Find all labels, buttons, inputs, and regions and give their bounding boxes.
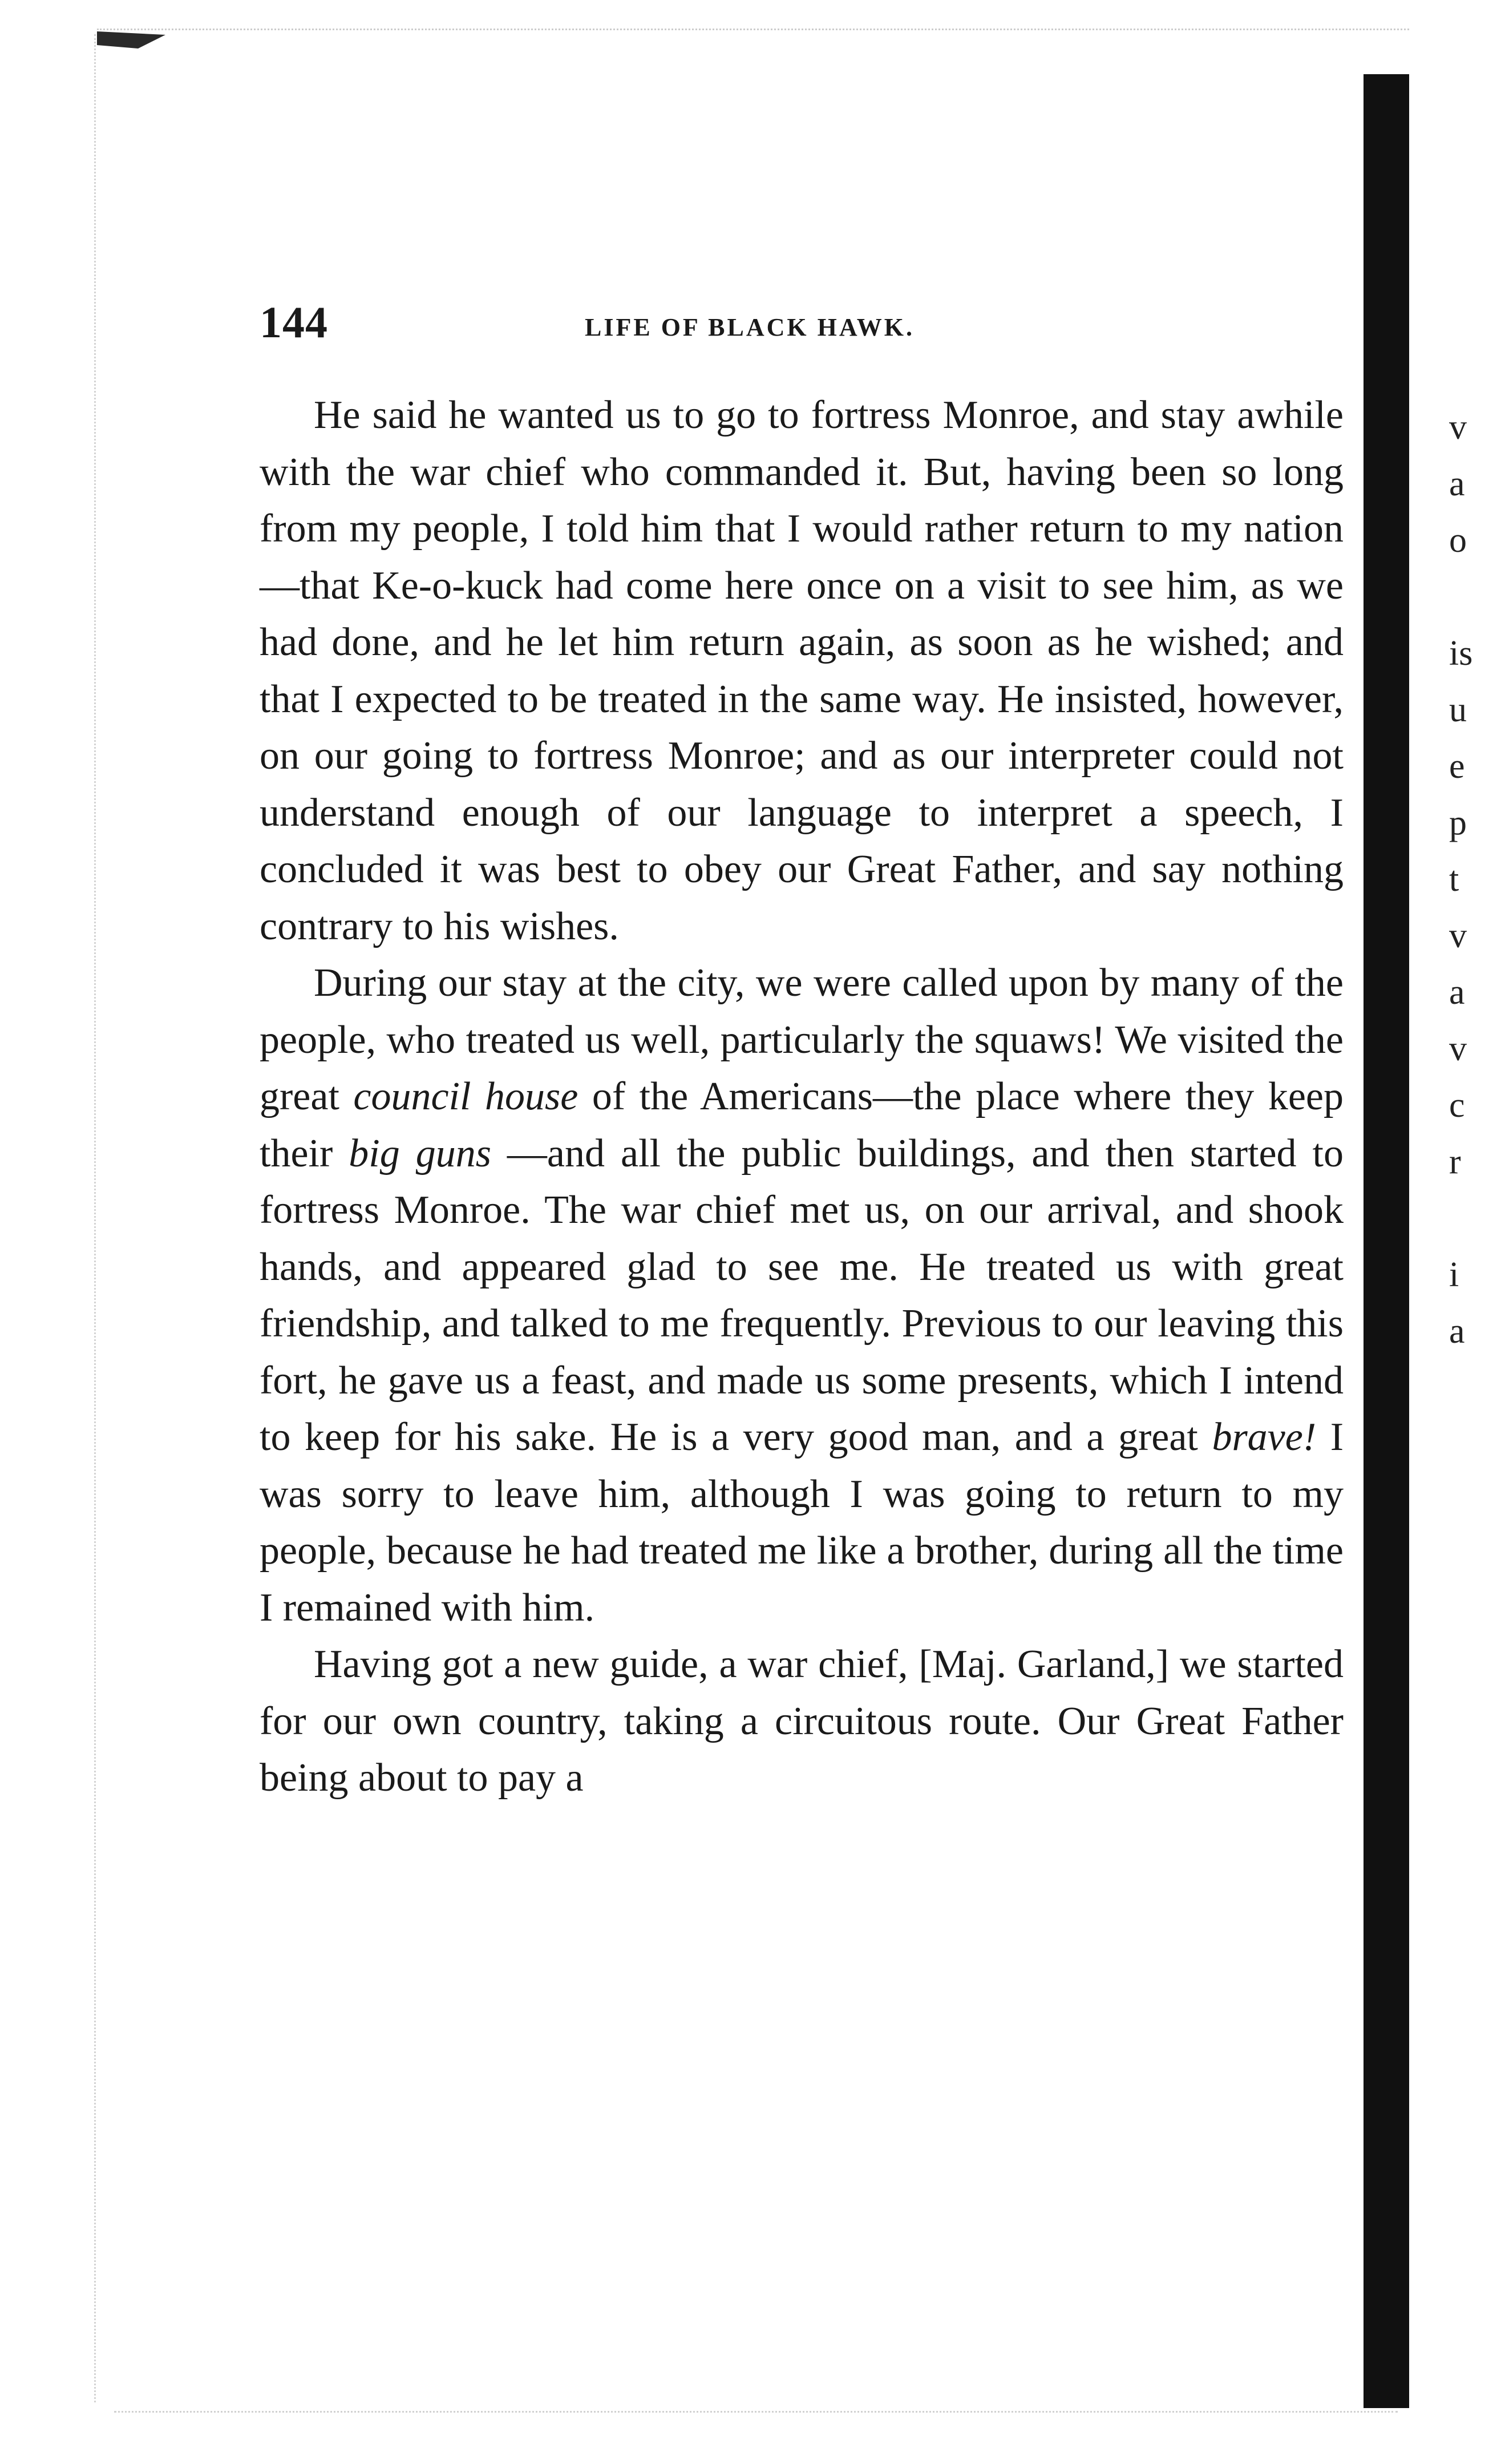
facing-page-fragment	[1449, 1190, 1495, 1247]
facing-page-edge	[1449, 399, 1495, 1427]
facing-page-fragment: v	[1449, 408, 1467, 447]
facing-page-fragment: is	[1449, 634, 1473, 673]
facing-page-fragment: e	[1449, 747, 1465, 786]
facing-page-fragment: c	[1449, 1086, 1465, 1125]
facing-page-fragment: v	[1449, 916, 1467, 955]
facing-page-fragment: a	[1449, 1312, 1465, 1351]
page-header	[260, 297, 1344, 354]
italic-text: council house	[353, 1075, 578, 1118]
paragraph	[260, 955, 1344, 1636]
page-number: 144	[260, 297, 328, 347]
text-segment: Having got a new guide, a war chief, [Maj. Garland,] we started for our own country, taking a circuitous route. Our Great Father being about to pay a	[260, 1642, 1344, 1800]
facing-page-fragment: p	[1449, 803, 1467, 842]
page-edge-bottom	[114, 2411, 1398, 2415]
facing-page-fragment: r	[1449, 1142, 1461, 1181]
italic-text: brave!	[1212, 1415, 1317, 1459]
facing-page-fragment: i	[1449, 1255, 1459, 1294]
text-segment: I was sorry to leave him, although I was going to return to my people, because he had treated me like a brother, during all the time I remained with him.	[260, 1415, 1344, 1630]
italic-text: big guns	[349, 1131, 491, 1176]
paragraph	[260, 387, 1344, 955]
scan-blot	[97, 31, 165, 49]
page-edge-top	[97, 29, 1409, 33]
text-segment: of the Americans—the place where they keep their	[260, 1075, 1344, 1176]
paragraph	[260, 1636, 1344, 1807]
facing-page-fragment: a	[1449, 464, 1465, 503]
gutter-shadow	[1364, 74, 1409, 2408]
text-segment: He said he wanted us to go to fortress Monroe, and stay awhile with the war chief who commanded it. But, having been so long from my people, I told him that I would rather return to my nation—that Ke-o-kuck had come here once on a visit to see him, as we had done, and he let him return again, as soon as he wished; and that I expected to be treated in the same way. He insisted, however, on our going to fortress Monroe; and as our interpreter could not understand enough of our language to interpret a speech, I concluded it was best to obey our Great Father, and say nothing contrary to his wishes.	[260, 393, 1344, 948]
body-text	[260, 387, 1344, 1807]
facing-page-fragment	[1449, 569, 1495, 625]
page-edge-left	[94, 34, 99, 2402]
facing-page-fragment: a	[1449, 973, 1465, 1012]
facing-page-fragment: v	[1449, 1029, 1467, 1068]
running-head: LIFE OF BLACK HAWK.	[585, 313, 915, 341]
facing-page-fragment: t	[1449, 860, 1459, 899]
text-segment: —and all the public buildings, and then started to fortress Monroe. The war chief met us, on our arrival, and shook hands, and appeared glad to see me. He treated us with great friendship, and talked to me frequently. Previous to our leaving this fort, he gave us a feast, and made us some presents, which I intend to keep for his sake. He is a very good man, and a great	[260, 1131, 1344, 1459]
facing-page-fragment: o	[1449, 521, 1467, 560]
text-segment: During our stay at the city, we were called upon by many of the people, who treated us well, particularly the squaws! We visited the great	[260, 961, 1344, 1118]
facing-page-fragment: u	[1449, 690, 1467, 729]
